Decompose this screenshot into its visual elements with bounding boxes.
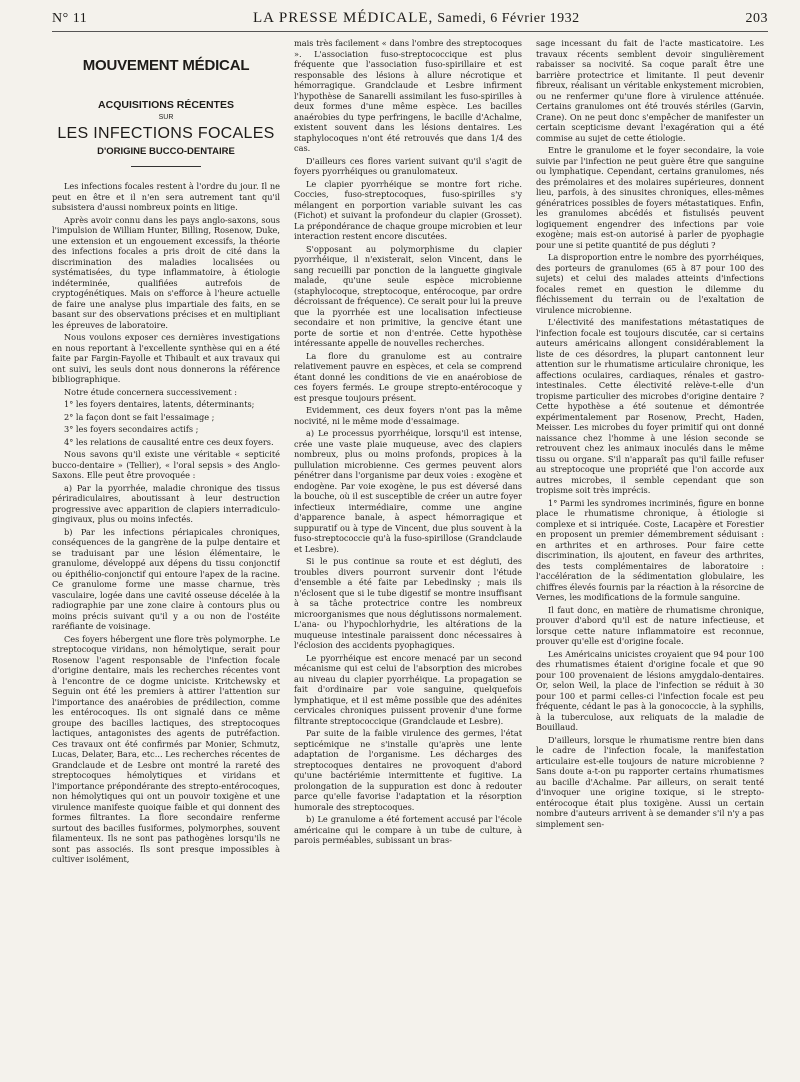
column-3 bbox=[536, 38, 764, 1058]
paragraph: S'opposant au polymorphisme du clapier pyorrhéique, il n'existerait, selon Vincent, dans le sang recueilli par ponction de la languette gingivale malade, qu'une seule espèce microbienne (staphylocoque, streptocoque, entérocoque, par ordre décroissant de fréquence). Ce serait pour lui la preuve que la pyorrhée est une localisation infectieuse secondaire et non primitive, la gencive étant une porte de sortie et non d'entrée. Cette hypothèse intéressante appelle de nouvelles recherches. bbox=[294, 243, 522, 348]
paragraph: Les Américains unicistes croyaient que 94 pour 100 des rhumatismes étaient d'origine focale et que 90 pour 100 provenaient de lésions amygdalo-dentaires. Or, selon Weil, la place de l'infection se réduit à 30 pour 100 et parmi celles-ci l'infection focale est peu fréquente, cédant le pas à la gonococcie, à la syphilis, à la tuberculose, aux reliquats de la maladie de Bouillaud. bbox=[536, 648, 764, 732]
paragraph: Ces foyers hébergent une flore très polymorphe. Le streptocoque viridans, non hémolytique, serait pour Rosenow l'agent responsable de l'infection focale d'origine dentaire, mais les recherches récentes vont à l'encontre de ce dogme uniciste. Kritchewsky et Seguin ont été les premiers à attirer l'attention sur l'importance des anaérobies de prédilection, comme les entérocoques. Ils ont signalé dans ce même groupe des bacilles lactiques, des streptocoques lactiques, antagonistes des agents de putréfaction. Ces travaux ont été confirmés par Monier, Schmutz, Lucas, Delater, Bara, etc... Les recherches récentes de Grandclaude et de Lesbre ont montré la rareté des streptocoques hémolytiques et viridans et l'importance prépondérante des strepto-entérocoques, non hémolytiques qui ont un pouvoir toxigène et une virulence manifeste quoique faible et qui donnent des formes filtrantes. La flore secondaire renferme surtout des bacilles fusiformes, polymorphes, souvent filamenteux. Ils ne sont pas pathogènes lorsqu'ils ne sont pas associés. Ils sont presque impossibles à cultiver isolément, bbox=[52, 633, 280, 865]
article-columns bbox=[52, 38, 768, 1058]
journal-line bbox=[253, 10, 580, 27]
column-2 bbox=[294, 38, 522, 1058]
rubric-title: MOUVEMENT MÉDICAL bbox=[82, 57, 250, 74]
paragraph: 3° les foyers secondaires actifs ; bbox=[64, 424, 199, 435]
article-title: LES INFECTIONS FOCALES bbox=[57, 124, 275, 142]
paragraph: D'ailleurs, lorsque le rhumatisme rentre bien dans le cadre de l'infection focale, la manifestation articulaire est-elle toujours de nature microbienne ? Sans doute a-t-on pu rapporter certains rhumatismes au bacille d'Achalme. Par ailleurs, on serait tenté d'invoquer une origine toxique, si le strepto-entérocoque était plus toxigène. Aussi un certain nombre d'auteurs arrivent à se demander s'il n'y a pas simplement sen- bbox=[536, 734, 764, 829]
kicker-sur: SUR bbox=[158, 113, 174, 121]
paragraph: Evidemment, ces deux foyers n'ont pas la même nocivité, ni le même mode d'essaimage. bbox=[294, 405, 522, 426]
paragraph: Nous savons qu'il existe une véritable « septicité bucco-dentaire » (Tellier), « l'oral sepsis » des Anglo-Saxons. Elle peut être provoquée : bbox=[52, 449, 280, 481]
paragraph: Le pyorrhéique est encore menacé par un second mécanisme qui est celui de l'absorption des microbes au niveau du clapier pyorrhéique. La propagation se fait d'ordinaire par voie sanguine, quelquefois lymphatique, et il est même possible que des adénites cervicales chroniques puissent provenir d'une forme filtrante streptococcique (Grandclaude et Lesbre). bbox=[294, 652, 522, 726]
paragraph: Par suite de la faible virulence des germes, l'état septicémique ne s'installe qu'après une lente adaptation de l'organisme. Les décharges des streptocoques dentaires ne provoquent d'abord qu'une bactériémie intermittente et fugitive. La prolongation de la suppuration est donc à redouter parce qu'elle favorise l'adaptation et la résorption humorale des streptocoques. bbox=[294, 728, 522, 812]
paragraph: Après avoir connu dans les pays anglo-saxons, sous l'impulsion de William Hunter, Billing, Rosenow, Duke, une extension et un engouement excessifs, la théorie des infections focales a pris droit de cité dans la discrimination des maladies localisées ou systématisées, du type inflammatoire, à étiologie indéterminée, qualifiées autrefois de cryptogénétiques. Mais on s'efforce à l'heure actuelle de faire une analyse plus impartiale des faits, en se basant sur des observations précises et en multipliant les épreuves de laboratoire. bbox=[52, 214, 280, 330]
paragraph: La flore du granulome est au contraire relativement pauvre en espèces, et cela se comprend étant donné les conditions de vie en anaérobiose de ces foyers fermés. Le groupe strepto-entérocoque y est presque toujours présent. bbox=[294, 350, 522, 403]
issue-number: N° 11 bbox=[52, 11, 88, 26]
paragraph: Notre étude concernera successivement : bbox=[64, 386, 238, 397]
paragraph: 1° les foyers dentaires, latents, déterminants; bbox=[64, 399, 255, 410]
paragraph: D'ailleurs ces flores varient suivant qu'il s'agit de foyers pyorrhéiques ou granulomateux. bbox=[294, 155, 522, 176]
paragraph: Si le pus continue sa route et est dégluti, des troubles divers pourront survenir dont l'étude d'ensemble a été faite par Lebedinsky ; mais ils n'éclosent que si le tube digestif se montre insuffisant à sa tâche protectrice contre les nombreux microorganismes que nous déglutissons normalement. L'ana- ou l'hypochlorhydrie, les altérations de la muqueuse intestinale paraissent donc nécessaires à l'éclosion des accidents pyophagiques. bbox=[294, 556, 522, 650]
paragraph: L'électivité des manifestations métastatiques de l'infection focale est toujours discutée, car si certains auteurs américains allongent considérablement la liste de ces désordres, la plupart cantonnent leur attention sur le rhumatisme articulaire chronique, les affections oculaires, cardiaques, rénales et gastro-intestinales. Cette électivité relève-t-elle d'un tropisme particulier des microbes d'origine dentaire ? Cette hypothèse a été soutenue et démontrée expérimentalement par Rosenow, Precht, Haden, Meisser. Les microbes du foyer primitif qui ont donné naissance chez l'homme à une lésion seconde se retrouvent chez les animaux inoculés dans le même tissu ou organe. S'il n'apparaît pas qu'il faille refuser au streptocoque une propriété que l'on accorde aux autres microbes, il semble cependant que son tropisme soit très imprécis. bbox=[536, 317, 764, 495]
running-header bbox=[52, 10, 768, 27]
paragraph: 4° les relations de causalité entre ces deux foyers. bbox=[64, 436, 274, 447]
header-rule bbox=[52, 31, 768, 32]
paragraph: Les infections focales restent à l'ordre du jour. Il ne peut en être et il n'en sera autrement tant qu'il subsistera d'aussi nombreux points en litige. bbox=[52, 181, 280, 213]
paragraph: Nous voulons exposer ces dernières investigations en nous reportant à l'excellente synthèse qui en a été faite par Fargin-Fayolle et Thibault et aux travaux qui ont suivi, les seuls dont nous donnerons la référence bibliographique. bbox=[52, 332, 280, 385]
paragraph: a) Par la pyorrhée, maladie chronique des tissus périradiculaires, aboutissant à leur destruction progressive avec apparition de clapiers interradiculo-gingivaux, plus ou moins infectés. bbox=[52, 482, 280, 525]
paragraph: Il faut donc, en matière de rhumatisme chronique, prouver d'abord qu'il est de nature infectieuse, et lorsque cette nature inflammatoire est reconnue, prouver qu'elle est d'origine focale. bbox=[536, 604, 764, 646]
paragraph: b) Le granulome a été fortement accusé par l'école américaine qui le compare à un tube de culture, à parois perméables, subissant un bras- bbox=[294, 814, 522, 845]
paragraph: 2° la façon dont se fait l'essaimage ; bbox=[64, 411, 215, 422]
paragraph: Le clapier pyorrhéique se montre fort riche. Coccies, fuso-streptocoques, fuso-spirilles s'y mélangent en porportion variable suivant les cas (Fichot) et suivant la profondeur du clapier (Grosset). La prépondérance de chaque groupe microbien et leur interaction restent encore discutées. bbox=[294, 178, 522, 241]
page-number: 203 bbox=[745, 11, 768, 26]
title-separator bbox=[131, 166, 201, 167]
issue-date: Samedi, 6 Février 1932 bbox=[437, 11, 580, 26]
paragraph: sage incessant du fait de l'acte masticatoire. Les travaux récents semblent devoir singulièrement rabaisser sa nocivité. Sa coque paraît être une barrière protectrice et limitante. Il peut devenir fibreux, réalisant un véritable enkystement microbien, ou ne renfermer qu'une flore à virulence atténuée. Certains granulomes ont été trouvés stériles (Garvin, Crane). On ne peut donc s'empêcher de manifester un certain scepticisme devant l'exagération qui a été commise au sujet de cette étiologie. bbox=[536, 38, 764, 143]
article-subtitle: D'ORIGINE BUCCO-DENTAIRE bbox=[97, 146, 235, 158]
kicker: ACQUISITIONS RÉCENTES bbox=[98, 99, 234, 112]
journal-name: LA PRESSE MÉDICALE, bbox=[253, 10, 434, 26]
paragraph: b) Par les infections périapicales chroniques, conséquences de la gangrène de la pulpe dentaire et se traduisant par une lésion élémentaire, le granulome, développé aux dépens du tissu conjonctif ou épithélio-conjonctif qui entoure l'apex de la racine. Ce granulome forme une masse charnue, très vasculaire, logée dans une cavité osseuse décelée à la radiographie par une zone claire à contours plus ou moins précis suivant qu'il y a ou non de l'ostéite raréfiante de voisinage. bbox=[52, 526, 280, 632]
paragraph: mais très facilement « dans l'ombre des streptocoques ». L'association fuso-streptococcique est plus fréquente que l'association fuso-spirillaire et est responsable des lésions à allure nécrotique et hémorragique. Grandclaude et Lesbre infirment l'hypothèse de Sanarelli assimilant les fuso-spirilles à deux formes d'une même espèce. Les bacilles anaérobies du type perfringens, le bacille d'Achalme, existent souvent dans les lésions dentaires. Les staphylocoques n'ont été retrouvés que dans 1/4 des cas. bbox=[294, 38, 522, 153]
paragraph: 1° Parmi les syndromes incriminés, figure en bonne place le rhumatisme chronique, à étiologie si complexe et si intriquée. Coste, Lacapère et Forestier en proposent un premier démembrement séduisant : en arthrites et en arthroses. Pour faire cette discrimination, ils ajoutent, en faveur des arthrites, des tests complémentaires de laboratoire : l'accélération de la sédimentation globulaire, les chiffres élevés fournis par la réaction à la résorcine de Vernes, les modifications de la formule sanguine. bbox=[536, 497, 764, 602]
column-1 bbox=[52, 38, 280, 1058]
paragraph: a) Le processus pyorrhéique, lorsqu'il est intense, crée une vaste plaie muqueuse, avec des clapiers nombreux, plus ou moins profonds, propices à la pullulation microbienne. Ces germes peuvent alors pénétrer dans l'organisme par deux voies : exogène et endogène. Par voie exogène, le pus est déversé dans la bouche, où il est susceptible de créer un autre foyer infectieux intermédiaire, comme une angine d'apparence banale, à aspect hémorragique et suppuratif ou à type de Vincent, due plus souvent à la fuso-streptococcie qu'à la fuso-spirillose (Grandclaude et Lesbre). bbox=[294, 428, 522, 554]
paragraph: Entre le granulome et le foyer secondaire, la voie suivie par l'infection ne peut guère être que sanguine ou lymphatique. Cependant, certains granulomes, nés des prémolaires et des molaires supérieures, donnent lieu, parfois, à des sinusites chroniques, elles-mêmes génératrices possibles de foyers métastatiques. Enfin, les granulomes abcédés et fistulisés peuvent logiquement engendrer des infections par voie exogène; mais est-on autorisé à parler de pyophagie pour une si petite quantité de pus dégluti ? bbox=[536, 145, 764, 250]
paragraph: La disproportion entre le nombre des pyorrhéiques, des porteurs de granulomes (65 à 87 pour 100 des sujets) et celui des malades atteints d'infections focales remet en question le dilemme du fléchissement du terrain ou de l'exaltation de virulence microbienne. bbox=[536, 252, 764, 315]
